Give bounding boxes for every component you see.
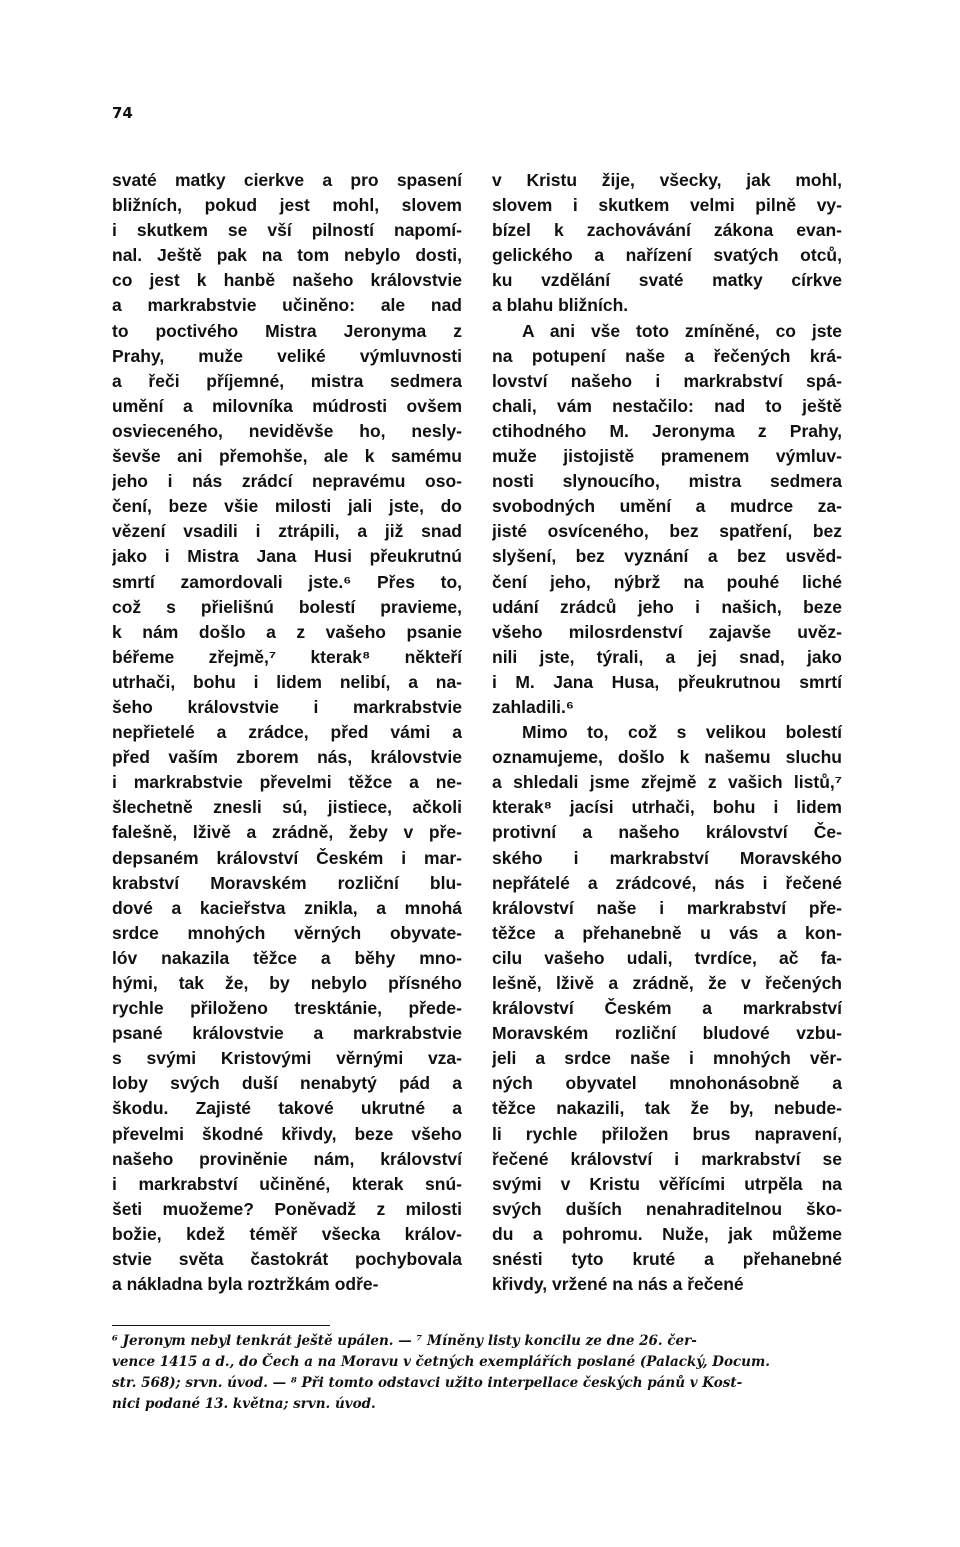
text-line: smrtí zamordovali jste.⁶ Přes to,	[112, 571, 462, 592]
text-line: muže jistojistě pramenem výmluv-	[492, 446, 842, 467]
page-number: 74	[112, 104, 133, 122]
text-line: jeli a srdce naše i mnohých věr-	[492, 1048, 842, 1069]
text-line: šeho královstvie i markrabstvie	[112, 696, 462, 717]
text-line: jako i Mistra Jana Husi přeukrutnú	[112, 546, 462, 567]
text-line: stvie světa častokrát pochybovala	[112, 1249, 462, 1270]
text-line: a nákladna byla roztržkám odře-	[112, 1274, 379, 1295]
left-text-column	[112, 168, 462, 1297]
text-line: a markrabstvie učiněno: ale nad	[112, 295, 462, 316]
text-line: A ani vše toto zmíněné, co jste	[522, 320, 842, 341]
text-line: snésti tyto kruté a přehanebné	[492, 1249, 842, 1270]
text-line: v Kristu žije, všecky, jak mohl,	[492, 170, 842, 190]
footnote-line: str. 568); srvn. úvod. — ⁸ Při tomto odstavci užito interpellace českých pánů v Kost-	[112, 1375, 743, 1391]
footnote-line: ⁶ Jeronym nebyl tenkrát ještě upálen. — ⁷ Míněny listy koncilu ze dne 26. čer-	[112, 1333, 697, 1349]
text-line: slovem i skutkem velmi pilně vy-	[492, 195, 842, 216]
text-line: škodu. Zajisté takové ukrutné a	[112, 1098, 462, 1119]
text-line: bízel k zachovávání zákona evan-	[492, 220, 842, 241]
text-line: béřeme zřejmě,⁷ kterak⁸ někteří	[112, 646, 462, 667]
text-line: cilu vašeho udali, tvrdíce, ač fa-	[492, 947, 842, 968]
text-line: i M. Jana Husa, přeukrutnou smrtí	[492, 671, 842, 692]
text-line: a shledali jsme zřejmě z vašich listů,⁷	[492, 772, 842, 793]
text-line: svých duších nenahraditelnou ško-	[492, 1198, 842, 1219]
text-line: oznamujeme, došlo k našemu sluchu	[492, 747, 842, 768]
text-line: ševše ani přemohše, ale k samému	[112, 446, 462, 467]
text-line: a blahu bližních.	[492, 295, 629, 316]
text-line: svými v Kristu věřícími utrpěla na	[492, 1173, 842, 1194]
text-line: protivní a našeho království Če-	[492, 822, 842, 843]
text-line: a řeči příjemné, mistra sedmera	[112, 370, 462, 391]
text-line: nepřátelé a zrádcové, nás i řečené	[492, 872, 842, 893]
text-line: ského i markrabství Moravského	[492, 847, 842, 868]
text-line: těžce nakazili, tak že by, nebude-	[492, 1098, 842, 1119]
text-line: Prahy, muže veliké výmluvnosti	[112, 345, 462, 366]
text-line: Mimo to, což s velikou bolestí	[522, 722, 842, 743]
footnotes	[112, 1331, 852, 1415]
text-line: i markrabství učiněné, kterak snú-	[112, 1173, 462, 1194]
text-line: nosti slynoucího, mistra sedmera	[492, 471, 842, 492]
text-line: loby svých duší nenabytý pád a	[112, 1073, 462, 1094]
text-line: udání zrádců jeho i našich, beze	[492, 596, 842, 617]
text-line: dové a kacieřstva znikla, a mnohá	[112, 897, 462, 918]
text-line: krabství Moravském rozliční blu-	[112, 872, 462, 893]
text-line: s svými Kristovými věrnými vza-	[112, 1048, 462, 1069]
text-line: chali, vám nestačilo: nad to ještě	[492, 395, 842, 416]
text-line: gelického a nařízení svatých otců,	[492, 245, 842, 266]
text-line: lóv nakazila těžce a běhy mno-	[112, 947, 462, 968]
text-line: to poctivého Mistra Jeronyma z	[112, 320, 462, 341]
text-line: slyšení, bez vyznání a bez usvěd-	[492, 546, 842, 567]
text-line: šlechetně znesli sú, jistiece, ačkoli	[112, 797, 462, 818]
text-line: k nám došlo a z vašeho psanie	[112, 621, 462, 642]
text-line: všeho milosrdenství zajavše uvěz-	[492, 621, 842, 642]
text-line: vězení vsadili i ztrápili, a již snad	[112, 521, 462, 542]
text-line: utrhači, bohu i lidem nelibí, a na-	[112, 671, 462, 692]
text-line: Moravském rozliční bludové vzbu-	[492, 1023, 842, 1044]
text-line: řečené království i markrabství se	[492, 1148, 842, 1169]
text-line: království naše i markrabství pře-	[492, 897, 842, 918]
text-line: i markrabstvie převelmi těžce a ne-	[112, 772, 462, 793]
text-line: co jest k hanbě našeho královstvie	[112, 270, 462, 291]
text-line: hými, tak že, by nebylo přísného	[112, 973, 462, 993]
right-text-column	[492, 168, 842, 1297]
text-line: božie, kdež téměř všecka králov-	[112, 1223, 462, 1244]
text-line: depsaném království Českém i mar-	[112, 847, 462, 868]
text-line: ctihodného M. Jeronyma z Prahy,	[492, 420, 842, 441]
text-line: li rychle přiložen brus napravení,	[492, 1123, 842, 1144]
text-line: umění a milovníka múdrosti ovšem	[112, 395, 462, 416]
text-line: jisté osvíceného, bez spatření, bez	[492, 521, 842, 542]
text-line: rychle přiloženo tresktánie, přede-	[112, 998, 462, 1019]
text-line: království Českém a markrabství	[492, 998, 842, 1019]
text-line: svobodných umění a mudrce za-	[492, 496, 842, 517]
text-line: čení, beze všie milosti jali jste, do	[112, 496, 462, 517]
text-line: srdce mnohých věrných obyvate-	[112, 922, 462, 943]
text-line: nepřietelé a zrádce, před vámi a	[112, 722, 462, 743]
text-line: převelmi škodné křivdy, beze všeho	[112, 1123, 462, 1144]
footnote-line: nici podané 13. května; srvn. úvod.	[112, 1396, 376, 1412]
text-line: osvieceného, neviděvše ho, nesly-	[112, 420, 462, 441]
text-line: což s přielišnú bolestí pravieme,	[112, 596, 462, 617]
text-line: kterak⁸ jacísi utrhači, bohu i lidem	[492, 797, 842, 818]
text-line: bližních, pokud jest mohl, slovem	[112, 195, 462, 216]
text-line: lovství našeho i markrabství spá-	[492, 370, 842, 391]
text-line: těžce a přehanebně u vás a kon-	[492, 922, 842, 943]
text-line: lešně, lživě a zrádně, že v řečených	[492, 973, 842, 993]
text-line: du a pohromu. Nuže, jak můžeme	[492, 1223, 842, 1244]
text-line: křivdy, vržené na nás a řečené	[492, 1274, 744, 1295]
text-line: nili jste, týrali, a jej snad, jako	[492, 646, 842, 667]
footnote-line: vence 1415 a d., do Čech a na Moravu v četných exemplářích poslané (Palacký, Docum.	[112, 1354, 770, 1370]
text-line: ných obyvatel mnohonásobně a	[492, 1073, 842, 1094]
text-line: nal. Ještě pak na tom nebylo dosti,	[112, 245, 462, 266]
text-line: zahladili.⁶	[492, 696, 574, 717]
text-line: ku vzdělání svaté matky církve	[492, 270, 842, 291]
text-line: na potupení naše a řečených krá-	[492, 345, 842, 366]
text-line: psané královstvie a markrabstvie	[112, 1023, 462, 1044]
text-line: šeti muožeme? Poněvadž z milosti	[112, 1198, 462, 1219]
footnote-divider	[112, 1325, 330, 1326]
text-line: falešně, lživě a zrádně, žeby v pře-	[112, 822, 462, 843]
text-line: jeho i nás zrádcí nepravému oso-	[112, 471, 462, 492]
text-line: před vaším zborem nás, královstvie	[112, 747, 462, 768]
text-line: našeho proviněnie nám, království	[112, 1148, 462, 1169]
text-line: svaté matky cierkve a pro spasení	[112, 170, 462, 190]
text-line: i skutkem se vší pilností napomí-	[112, 220, 462, 241]
text-line: čení jeho, nýbrž na pouhé liché	[492, 571, 842, 592]
